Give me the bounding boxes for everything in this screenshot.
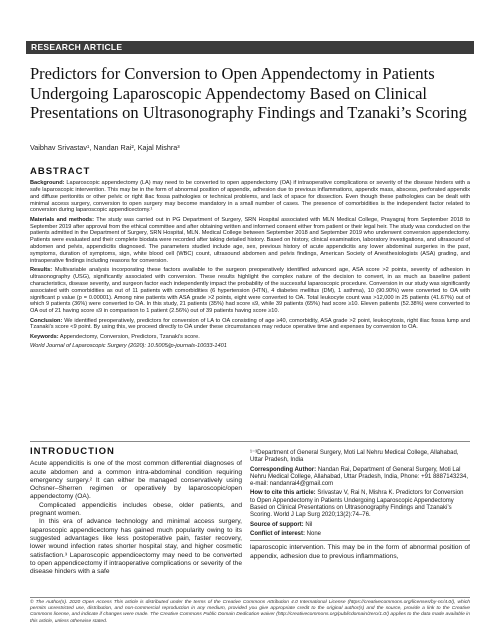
support-label: Source of support: [250,521,304,528]
intro-paragraph-2: Complicated appendicitis includes obese, older patients, and pregnant women. [30,501,242,518]
intro-paragraph-3: In this era of advance technology and minimal access surgery, laparoscopic appendicectomy has gained much popularity owing to its suggested advantages like less postoperative pain, faster recovery, lower wound infection rates shorter hospital stay, and higher cosmetic satisfaction.³ Laparoscopic appendicectomy may need to be converted to open appendicectomy if intraoperative complications or severity of the disease hinders with a safe [30,518,242,576]
conflict-label: Conflict of interest: [250,530,305,537]
author-list: Vaibhav Srivastav¹, Nandan Rai², Kajal Mishra³ [30,143,180,152]
cite-label: How to cite this article: [250,490,316,497]
background-text: Laparoscopic appendectomy (LA) may need to be converted to open appendectomy (OA) if intraoperative complications or severity of the disease hinders with a safe laparoscopic intervention. This may be in the form of abnormal position of appendix, adhesion due to previous inflammations, appendix mass, abscess, perforated appendix and diffuse peritonitis or other pelvic or right iliac fossa pathologies or technical problems, and lack of space for dissection. Even though these pathologies can be dealt with minimal access surgery, conversion to open surgery may become mandatory in a small number of cases. The presence of comorbidities is the independent factor related to conversion during laparoscopic appendicectomy.¹ [30,180,470,214]
abstract-methods [30,217,470,265]
journal-reference [30,343,470,350]
abstract-heading: ABSTRACT [30,166,91,177]
abstract-keywords [30,334,470,341]
article-type-banner: RESEARCH ARTICLE [26,41,474,54]
article-title: Predictors for Conversion to Open Appendectomy in Patients Undergoing Laparoscopic Appendectomy Based on Clinical Presentations on Ultrasonography Findings and Tzanaki’s Scoring [30,64,467,122]
introduction-column [30,448,242,576]
citation-note [250,490,470,519]
conflict-text: None [305,530,322,537]
keywords-text: Appendectomy, Conversion, Predictors, Tzanaki’s score. [58,333,200,340]
abstract-background [30,180,470,214]
results-label: Results: [30,267,53,274]
abstract-conclusion [30,318,470,332]
support-text: Nil [303,521,313,528]
corresponding-label: Corresponding Author: [250,466,317,473]
affiliation-text: ¹⁻³Department of General Surgery, Moti Lal Nehru Medical College, Allahabad, Uttar Pradesh, India [250,450,459,464]
intro-paragraph-1: Acute appendicitis is one of the most common differential diagnoses of acute abdomen and a common intra-abdominal condition requiring emergency surgery.² It can either be managed conservatively using Ochsner–Sherren regimen or operatively by laparoscopic/open appendectomy (OA). [30,460,242,501]
corresponding-text: Nandan Rai, Department of General Surgery, Moti Lal Nehru Medical College, Allahabad, Uttar Pradesh, India, Phone: +91 8887143234, e-mail: nandanrai4@gmail.com [250,466,468,488]
intro-continuation: laparoscopic intervention. This may be in the form of abnormal position of appendix, adhesion due to previous inflammations, [250,544,470,560]
cite-text: Srivastav V, Rai N, Mishra K. Predictors for Conversion to Open Appendectomy in Patients Undergoing Laparoscopic Appendectomy Based on Clinical Presentations on Ultrasonography Findings and Tzanaki’s Scoring. World J Lap Surg 2020;13(2):74–76. [250,490,464,519]
conclusion-text: We identified preoperatively, predictors for conversion of LA to OA consisting of age ≥40, comorbidity, ASA grade >2 point, leukocytosis, right iliac fossa lump and Tzanaki’s score <9 point. By using this, we proceed directly to OA under these circumstances may reduce operative time and expenses by conversion to OA. [30,317,470,331]
introduction-heading: INTRODUCTION [30,446,115,457]
journal-reference-text: World Journal of Laparoscopic Surgery (2020): 10.5005/jp-journals-10033-1401 [30,343,227,350]
conflict-of-interest [250,531,470,538]
source-of-support [250,522,470,529]
section-divider [30,441,470,442]
abstract-results [30,267,470,315]
abstract-body [30,180,470,352]
methods-text: The study was carried out in PG Department of Surgery, SRN Hospital associated with MLN Medical College, Prayagraj from September 2018 to September 2019 after approval from the ethical committee and after obtaining written and informed consent either from patient or their legal heir. The study was conducted on the patients admitted in the Department of Surgery, SRN Hospital, MLN. Medical College between September 2018 and September 2019 who underwent conversion appendectomy. Patients were evaluated and their complete biodata were recorded after taking detailed history. Based on history, clinical examination, laboratory investigations, and ultrasound of abdomen and pelvis, appendicitis diagnosed. The parameters studied include age, sex, previous history of acute appendicitis any lower abdominal surgeries in the past, symptoms, duration of symptoms, sign, white blood cell (WBC) count, ultrasound abdomen and pelvis findings, American Society of Anesthesiologists (ASA) grading, and intraoperative findings including reasons for conversion. [30,216,470,264]
affiliation-column [250,450,470,563]
results-text: Multivariable analysis incorporating these factors available to the surgeon preoperatively identified advanced age, ASA score >2 points, severity of adhesion in ultrasonography (USG), significantly associated with conversion. These results highlight the complex nature of the decision to convert, in as much as baseline patient characteristics, disease severity, and surgeon factor each independently impact the probability of the successful laparoscopic procedure. Conversion in our study was significantly associated with comorbidities as out of 11 patients with comorbidities (6 hypertension (HTN), 4 diabetes mellitus (DM), 1 asthma), 10 (90.90%) were converted to OA with significant p value (p = 0.00001). Among nine patients with ASA grade >2 points, eight were converted to OA. Total leukocyte count was >12,000 in 25 patients (41.67%) out of which 9 patients (36%) were converted to OA. In this study, 21 patients (35%) had score ≤9, while 39 patients (65%) had score ≥10. Eleven patients (52.38%) were converted to OA out of 21 having score ≤9 in comparison to 1 patient (2.56%) out of 39 patients having score ≥10. [30,267,470,315]
keywords-label: Keywords: [30,333,59,340]
background-label: Background: [30,180,65,186]
conclusion-label: Conclusion: [30,317,63,324]
affiliation-divider [250,540,470,541]
footer-divider [30,597,470,598]
license-footer: © The Author(s). 2020 Open Access This article is distributed under the terms of the Creative Commons Attribution 4.0 International License (https://creativecommons.org/licenses/by-nc/4.0/), which permits unrestricted use, distribution, and non-commercial reproduction in any medium, provided you give appropriate credit to the original author(s) and the source, provide a link to the Creative Commons license, and indicate if changes were made. The Creative Commons Public Domain Dedication waiver (http://creativecommons.org/publicdomain/zero/1.0/) applies to the data made available in this article, unless otherwise stated. [30,600,470,624]
corresponding-author [250,467,470,489]
methods-label: Materials and methods: [30,216,95,223]
